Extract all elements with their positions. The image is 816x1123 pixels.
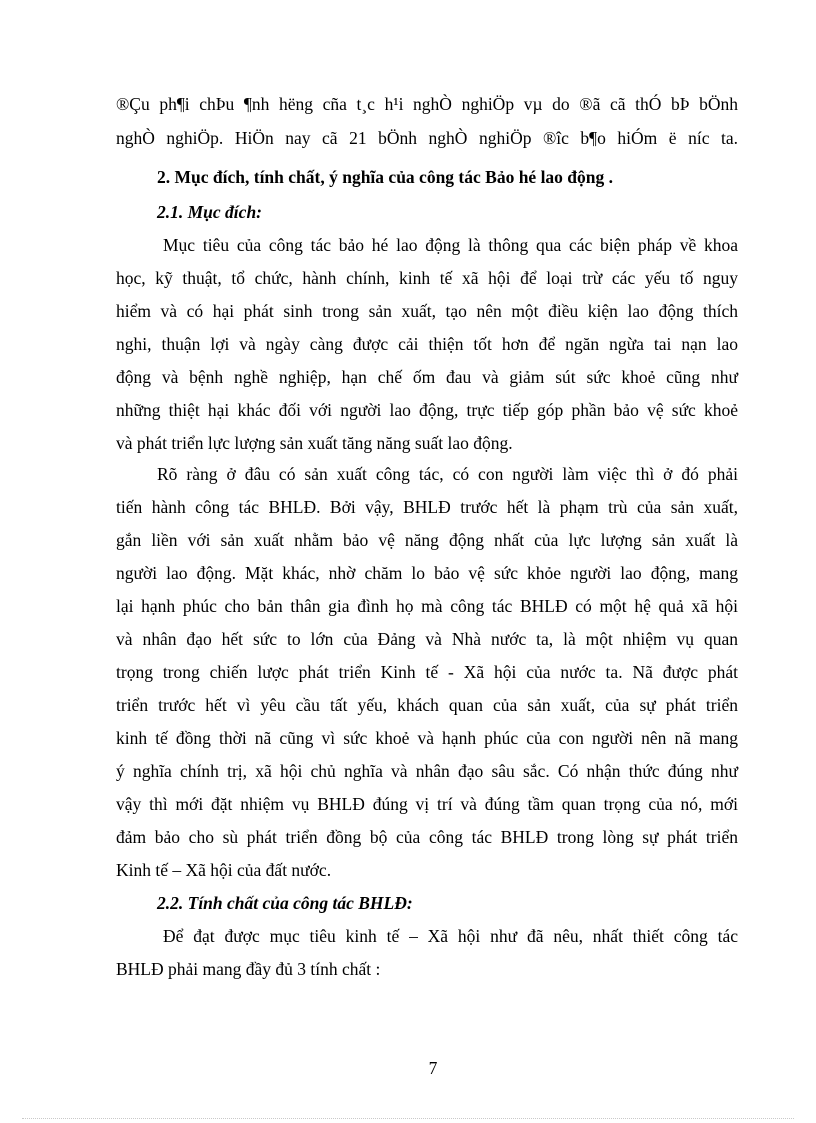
- text-line: Để đạt được mục tiêu kinh tế – Xã hội như đã nêu, nhất thiết công tác: [163, 926, 738, 946]
- text-line: vậy thì mới đặt nhiệm vụ BHLĐ đúng vị trí và đúng tầm quan trọng của nó, mới: [116, 794, 738, 814]
- text-line: Mục tiêu của công tác bảo hé lao động là thông qua các biện pháp về khoa: [163, 235, 738, 255]
- section-heading: 2. Mục đích, tính chất, ý nghĩa của công tác Bảo hé lao động .: [157, 167, 614, 187]
- text-line: Kinh tế – Xã hội của đất nước.: [116, 860, 332, 880]
- text-line: nghÒ nghiÖp. HiÖn nay cã 21 bÖnh nghÒ nghiÖp ®îc b¶o hiÓm ë níc ta.: [116, 128, 738, 148]
- page-bottom-dotted-border: [22, 1118, 794, 1119]
- text-line: lại hạnh phúc cho bản thân gia đình họ mà công tác BHLĐ có một hệ quả xã hội: [116, 596, 738, 616]
- subsection-heading: 2.2. Tính chất của công tác BHLĐ:: [157, 893, 413, 913]
- text-line: nghi, thuận lợi và ngày càng được cải thiện tốt hơn để ngăn ngừa tai nạn lao: [116, 334, 738, 354]
- text-line: và phát triển lực lượng sản xuất tăng năng suất lao động.: [116, 433, 513, 453]
- page-number: 7: [428, 1058, 438, 1078]
- text-line: ®Çu ph¶i chÞu ¶nh hëng cña t¸c h¹i nghÒ nghiÖp vµ do ®ã cã thÓ bÞ bÖnh: [116, 94, 738, 114]
- text-line: BHLĐ phải mang đầy đủ 3 tính chất :: [116, 959, 381, 979]
- text-line: ý nghĩa chính trị, xã hội chủ nghĩa và nhân đạo sâu sắc. Có nhận thức đúng như: [116, 761, 738, 781]
- text-line: triển trước hết vì yêu cầu tất yếu, khách quan của sản xuất, của sự phát triển: [116, 695, 738, 715]
- subsection-heading: 2.1. Mục đích:: [157, 202, 262, 222]
- text-line: Rõ ràng ở đâu có sản xuất công tác, có con người làm việc thì ở đó phải: [157, 464, 738, 484]
- text-line: học, kỹ thuật, tổ chức, hành chính, kinh tế xã hội để loại trừ các yếu tố nguy: [116, 268, 738, 288]
- text-line: tiến hành công tác BHLĐ. Bởi vậy, BHLĐ trước hết là phạm trù của sản xuất,: [116, 497, 738, 517]
- text-line: những thiệt hại khác đối với người lao động, trực tiếp góp phần bảo vệ sức khoẻ: [116, 400, 738, 420]
- text-line: gắn liền với sản xuất nhằm bảo vệ năng động nhất của lực lượng sản xuất là: [116, 530, 738, 550]
- text-line: đảm bảo cho sù phát triển đồng bộ của công tác BHLĐ trong lòng sự phát triển: [116, 827, 738, 847]
- text-line: người lao động. Mặt khác, nhờ chăm lo bảo vệ sức khỏe người lao động, mang: [116, 563, 738, 583]
- text-line: kinh tế đồng thời nã cũng vì sức khoẻ và hạnh phúc của con người nên nã mang: [116, 728, 738, 748]
- text-line: và nhân đạo hết sức to lớn của Đảng và Nhà nước ta, là một nhiệm vụ quan: [116, 629, 738, 649]
- text-line: động và bệnh nghề nghiệp, hạn chế ốm đau và giảm sút sức khoẻ cũng như: [116, 367, 738, 387]
- text-line: trọng trong chiến lược phát triển Kinh tế - Xã hội của nước ta. Nã được phát: [116, 662, 738, 682]
- text-line: hiểm và có hại phát sinh trong sản xuất, tạo nên một điều kiện lao động thích: [116, 301, 738, 321]
